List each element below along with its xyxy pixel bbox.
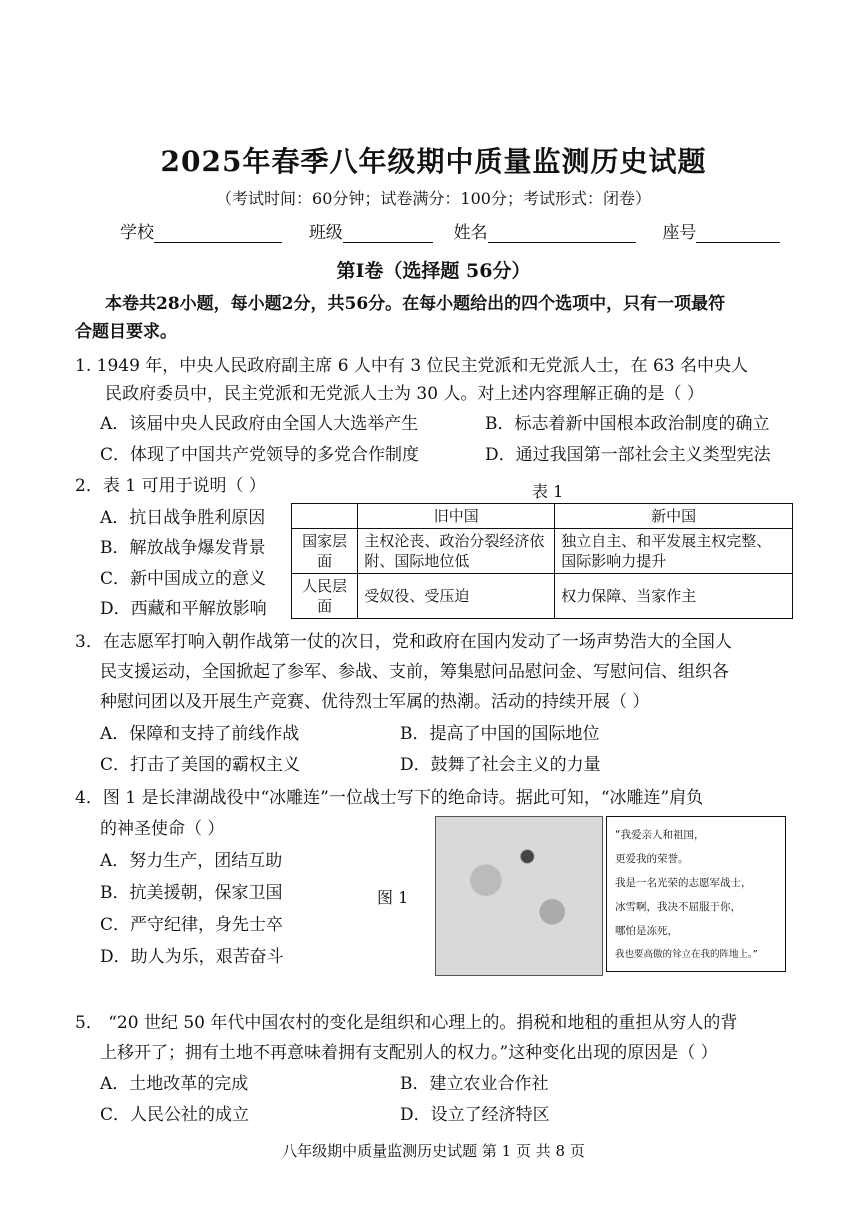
table1-row-people: [292, 574, 793, 619]
q5-option-d: D．设立了经济特区: [400, 1105, 550, 1125]
q2-stem: 2．表 1 可用于说明（ ）: [75, 476, 266, 496]
q4-option-b: B．抗美援朝，保家卫国: [100, 883, 283, 903]
q2-option-c: C．新中国成立的意义: [100, 569, 267, 589]
page-footer: 八年级期中质量监测历史试题 第 1 页 共 8 页: [282, 1142, 585, 1160]
q5-stem-line1: 5． “20 世纪 50 年代中国农村的变化是组织和心理上的。捐税和地租的重担从穷人的背: [75, 1013, 738, 1033]
section-title: 第Ⅰ卷（选择题 56分）: [336, 260, 531, 282]
q4-stem-line2: 的神圣使命（ ）: [100, 819, 225, 839]
class-blank: [343, 226, 433, 243]
table1-caption: 表 1: [532, 482, 564, 501]
q1-option-a: A．该届中央人民政府由全国人大选举产生: [100, 414, 419, 434]
q3-stem-line1: 3．在志愿军打响入朝作战第一仗的次日，党和政府在国内发动了一场声势浩大的全国人: [75, 632, 732, 652]
q3-option-d: D．鼓舞了社会主义的力量: [400, 755, 601, 775]
q3-stem-line3: 种慰问团以及开展生产竞赛、优待烈士军属的热潮。活动的持续开展（ ）: [100, 692, 650, 712]
q1-option-c: C．体现了中国共产党领导的多党合作制度: [100, 445, 420, 465]
school-label: 学校: [120, 223, 154, 243]
q3-option-a: A．保障和支持了前线作战: [100, 724, 300, 744]
poem-line: 更爱我的荣誉。: [615, 853, 689, 865]
table1-row2-old: 受奴役、受压迫: [358, 574, 555, 619]
table1: [291, 503, 793, 619]
instructions-line1: 本卷共28小题，每小题2分，共56分。在每小题给出的四个选项中，只有一项最符: [105, 294, 726, 314]
table1-header-row: [292, 504, 793, 529]
seat-blank: [696, 226, 780, 243]
student-info-row: [120, 218, 780, 243]
table1-col-old: 旧中国: [358, 504, 555, 529]
q4-option-d: D．助人为乐，艰苦奋斗: [100, 947, 284, 967]
poem-line: “我爱亲人和祖国，: [615, 829, 705, 841]
exam-title: 2025年春季八年级期中质量监测历史试题: [160, 145, 707, 178]
poem-line: 我也要高傲的耸立在我的阵地上。”: [615, 949, 758, 960]
table1-col-new: 新中国: [555, 504, 793, 529]
table1-row1-label: 国家层面: [292, 529, 358, 574]
figure1-label: 图 1: [377, 888, 409, 907]
name-label: 姓名: [453, 223, 488, 243]
q1-option-d: D．通过我国第一部社会主义类型宪法: [485, 445, 771, 465]
poem-line: 我是一名光荣的志愿军战士，: [615, 877, 752, 889]
poem-line: 冰雪啊，我决不屈服于你，: [615, 901, 741, 913]
q2-option-d: D．西藏和平解放影响: [100, 599, 267, 619]
poem-transcription-box: [606, 816, 786, 972]
table1-row1-old: 主权沦丧、政治分裂经济依附、国际地位低: [358, 529, 555, 574]
poem-line: 哪怕是冻死，: [615, 925, 678, 937]
table1-row-national: [292, 529, 793, 574]
q1-option-b: B．标志着新中国根本政治制度的确立: [485, 414, 770, 434]
handwritten-poem-photo: [435, 816, 603, 976]
q1-stem-line1: 1. 1949 年，中央人民政府副主席 6 人中有 3 位民主党派和无党派人士，在 63 名中央人: [75, 356, 748, 376]
name-blank: [488, 226, 636, 243]
class-label: 班级: [308, 223, 343, 243]
q2-option-a: A．抗日战争胜利原因: [100, 508, 266, 528]
q4-stem-line1: 4．图 1 是长津湖战役中“冰雕连”一位战士写下的绝命诗。据此可知，“冰雕连”肩负: [75, 788, 704, 808]
table1-row2-new: 权力保障、当家作主: [555, 574, 793, 619]
q1-stem-line2: 民政府委员中，民主党派和无党派人士为 30 人。对上述内容理解正确的是（ ）: [105, 384, 704, 404]
q3-option-b: B．提高了中国的国际地位: [400, 724, 600, 744]
q5-option-c: C．人民公社的成立: [100, 1105, 250, 1125]
q3-stem-line2: 民支援运动，全国掀起了参军、参战、支前，筹集慰问品慰问金、写慰问信、组织各: [100, 662, 729, 682]
q3-option-c: C．打击了美国的霸权主义: [100, 755, 301, 775]
q5-option-a: A．土地改革的完成: [100, 1074, 249, 1094]
exam-subtitle: （考试时间：60分钟；试卷满分：100分；考试形式：闭卷）: [216, 189, 651, 208]
q2-option-b: B．解放战争爆发背景: [100, 538, 266, 558]
q5-stem-line2: 上移开了；拥有土地不再意味着拥有支配别人的权力。”这种变化出现的原因是（ ）: [100, 1043, 718, 1063]
table1-corner-cell: [292, 504, 358, 529]
table1-row2-label: 人民层面: [292, 574, 358, 619]
instructions-line2: 合题目要求。: [75, 322, 177, 342]
school-blank: [154, 226, 282, 243]
q4-option-c: C．严守纪律，身先士卒: [100, 915, 284, 935]
q5-option-b: B．建立农业合作社: [400, 1074, 549, 1094]
table1-row1-new: 独立自主、和平发展主权完整、国际影响力提升: [555, 529, 793, 574]
q4-option-a: A．努力生产，团结互助: [100, 851, 283, 871]
seat-label: 座号: [662, 223, 697, 243]
